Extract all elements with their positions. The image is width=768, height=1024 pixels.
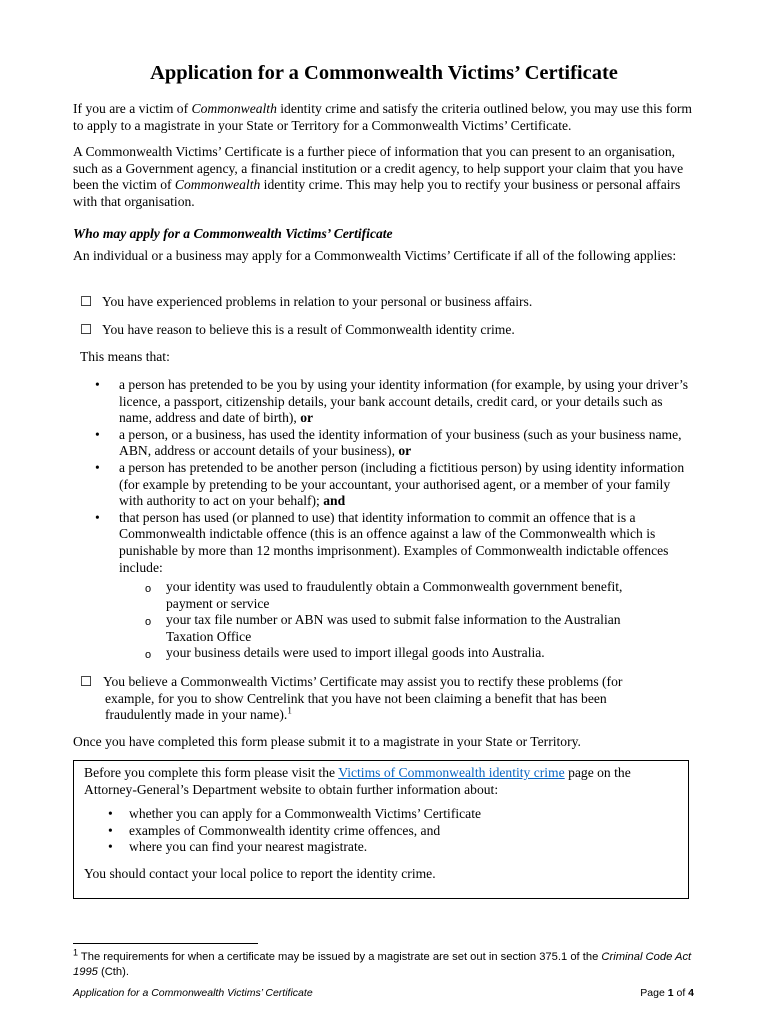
checkbox-icon[interactable]: ☐	[80, 294, 93, 309]
page-number: Page 1 of 4	[640, 987, 694, 999]
intro-paragraph-2: A Commonwealth Victims’ Certificate is a further piece of information that you can present to an organisation, such as a Government agency, a financial institution or a credit agency, to help support your claim that you have been the victim of Commonwealth identity crime. This may help you to rectify your business or personal affairs with that organisation.	[73, 144, 684, 209]
checkbox-item-assist: ☐ You believe a Commonwealth Victims’ Certificate may assist you to rectify these problems (for example, for you to show Centrelink that you have not been claiming a benefit that has been fraudulently made in your name).$^1$	[80, 674, 623, 723]
bullet-icon: •	[108, 839, 113, 855]
intro-paragraph-1: If you are a victim of Commonwealth identity crime and satisfy the criteria outlined below, you may use this form to apply to a magistrate in your State or Territory for a Commonwealth Victims’ Certificate.	[73, 101, 693, 133]
list-item: • whether you can apply for a Commonwealth Victims’ Certificate	[108, 806, 482, 822]
info-box-intro: Before you complete this form please visit the Victims of Commonwealth identity crime page on the Attorney-General’s Department website to obtain further information about:	[84, 765, 631, 797]
bullet-icon: •	[95, 377, 100, 392]
criteria-list	[95, 377, 695, 576]
victims-identity-crime-link[interactable]: Victims of Commonwealth identity crime	[338, 765, 565, 780]
list-item: o your identity was used to fraudulently obtain a Commonwealth government benefit, payment or service	[145, 579, 623, 611]
circle-bullet-icon: o	[145, 649, 152, 662]
list-item: • a person, or a business, has used the identity information of your business (such as your business name, ABN, address or account details of your business), or	[95, 426, 682, 459]
list-item: • examples of Commonwealth identity crime offences, and	[108, 822, 441, 838]
checkbox-item-problems: ☐ You have experienced problems in relation to your personal or business affairs.	[80, 294, 533, 309]
list-item: o your tax file number or ABN was used to submit false information to the Australian Taxation Office	[145, 612, 621, 644]
footer-document-title: Application for a Commonwealth Victims’ Certificate	[73, 987, 313, 999]
bullet-icon: •	[95, 509, 100, 525]
footnote: $^1$ The requirements for when a certificate may be issued by a magistrate are set out in section 375.1 of the Criminal Code Act 1995 (Cth).	[73, 947, 692, 978]
info-box	[73, 760, 689, 899]
info-box-list	[84, 806, 679, 856]
list-item: • where you can find your nearest magistrate.	[108, 839, 368, 855]
bullet-icon: •	[95, 426, 100, 442]
submit-instruction: Once you have completed this form please submit it to a magistrate in your State or Territory.	[73, 734, 581, 749]
bullet-icon: •	[95, 459, 100, 475]
footnote-reference[interactable]: 1	[287, 705, 292, 716]
footnote-number: 1	[73, 947, 79, 958]
list-item: • that person has used (or planned to use) that identity information to commit an offence that is a Commonwealth indictable offence (this is an offence against a law of the Commonwealth which is punishable by more than 12 months imprisonment). Examples of Commonwealth indictable offences include:	[95, 509, 669, 575]
eligibility-lead: An individual or a business may apply for a Commonwealth Victims’ Certificate if all of the following applies:	[73, 248, 677, 263]
circle-bullet-icon: o	[145, 616, 152, 629]
footnote-divider	[73, 943, 258, 944]
police-contact-note: You should contact your local police to report the identity crime.	[84, 865, 436, 881]
checkbox-item-reason: ☐ You have reason to believe this is a result of Commonwealth identity crime.	[80, 322, 515, 337]
page-title: Application for a Commonwealth Victims’ Certificate	[150, 62, 618, 84]
list-item: • a person has pretended to be you by using your identity information (for example, by using your driver’s licence, a passport, citizenship details, your bank account details, credit card, or your details such as name, address and date of birth), or	[95, 377, 689, 426]
list-item: • a person has pretended to be another person (including a fictitious person) by using identity information (for example by pretending to be your accountant, your authorised agent, or a member of your family with authority to act on your behalf); and	[95, 459, 685, 509]
list-item: o your business details were used to import illegal goods into Australia.	[145, 645, 665, 662]
checkbox-icon[interactable]: ☐	[80, 322, 93, 337]
section-heading-who-may-apply: Who may apply for a Commonwealth Victims’ Certificate	[73, 226, 393, 241]
bullet-icon: •	[108, 806, 113, 822]
circle-bullet-icon: o	[145, 583, 152, 595]
means-label: This means that:	[80, 349, 170, 364]
offence-examples-list	[145, 579, 665, 662]
bullet-icon: •	[108, 822, 113, 838]
checkbox-icon[interactable]: ☐	[80, 674, 93, 689]
